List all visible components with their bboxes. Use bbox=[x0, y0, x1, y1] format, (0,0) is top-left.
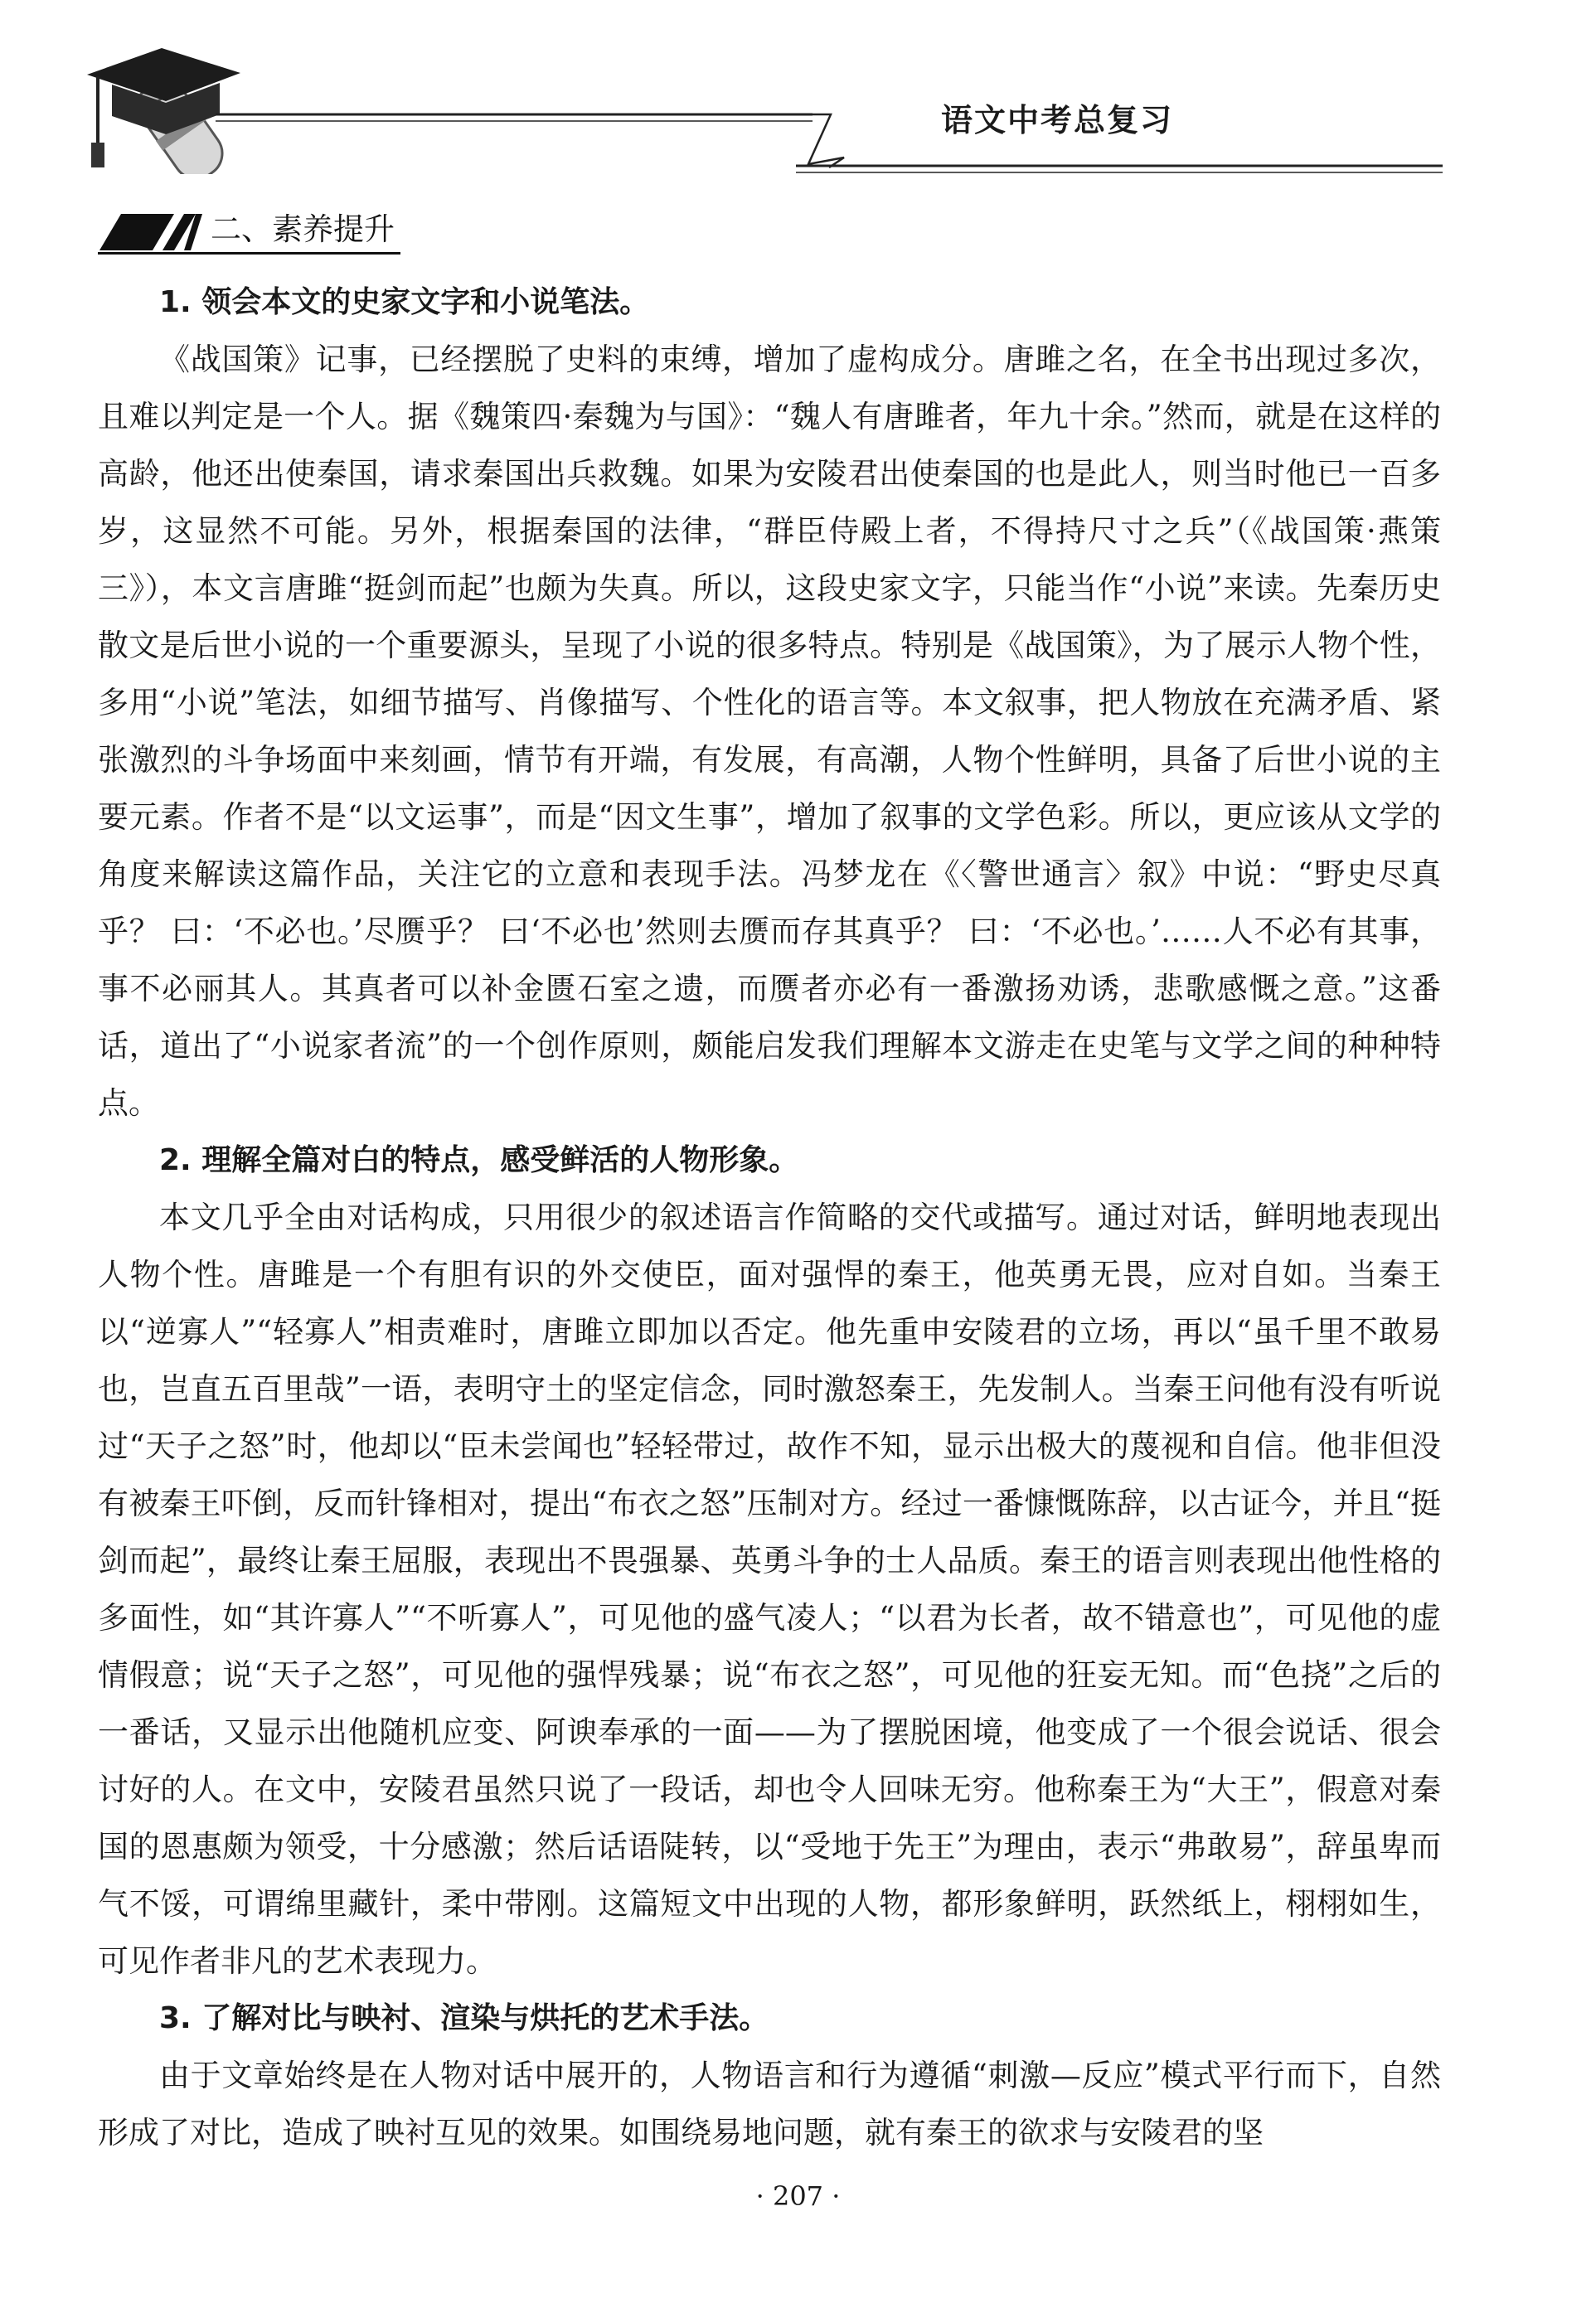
section-title: 二、素养提升 bbox=[211, 211, 395, 247]
item-paragraph-3: 由于文章始终是在人物对话中展开的，人物语言和行为遵循“刺激—反应”模式平行而下，自然形成了对比，造成了映衬互见的效果。如围绕易地问题，就有秦王的欲求与安陵君的坚 bbox=[98, 2058, 1441, 2151]
item-heading-2: 2. 理解全篇对白的特点，感受鲜活的人物形象。 bbox=[159, 1143, 799, 1177]
page-number: · 207 · bbox=[755, 2180, 841, 2212]
item-heading-3: 3. 了解对比与映衬、渲染与烘托的艺术手法。 bbox=[159, 2001, 769, 2035]
header-rule bbox=[216, 99, 1443, 182]
item-heading-1: 1. 领会本文的史家文字和小说笔法。 bbox=[159, 285, 650, 319]
section-underline bbox=[98, 252, 400, 255]
book-title: 语文中考总复习 bbox=[941, 101, 1174, 138]
item-paragraph-2: 本文几乎全由对话构成，只用很少的叙述语言作简略的交代或描写。通过对话，鲜明地表现出人物个性。唐雎是一个有胆有识的外交使臣，面对强悍的秦王，他英勇无畏，应对自如。当秦王以“逆寡人”“轻寡人”相责难时，唐雎立即加以否定。他先重申安陵君的立场，再以“虽千里不敢易也，岂直五百里哉”一语，表明守土的坚定信念，同时激怒秦王，先发制人。当秦王问他有没有听说过“天子之怒”时，他却以“臣未尝闻也”轻轻带过，故作不知，显示出极大的蔑视和自信。他非但没有被秦王吓倒，反而针锋相对，提出“布衣之怒”压制对方。经过一番慷慨陈辞，以古证今，并且“挺剑而起”，最终让秦王屈服，表现出不畏强暴、英勇斗争的士人品质。秦王的语言则表现出他性格的多面性，如“其许寡人”“不听寡人”，可见他的盛气凌人；“以君为长者，故不错意也”，可见他的虚情假意；说“天子之怒”，可见他的强悍残暴；说“布衣之怒”，可见他的狂妄无知。而“色挠”之后的一番话，又显示出他随机应变、阿谀奉承的一面——为了摆脱困境，他变成了一个很会说话、很会讨好的人。在文中，安陵君虽然只说了一段话，却也令人回味无穷。他称秦王为“大王”，假意对秦国的恩惠颇为领受，十分感激；然后话语陡转，以“受地于先王”为理由，表示“弗敢易”，辞虽卑而气不馁，可谓绵里藏针，柔中带刚。这篇短文中出现的人物，都形象鲜明，跃然纸上，栩栩如生，可见作者非凡的艺术表现力。 bbox=[98, 1200, 1441, 1979]
section-bars-icon bbox=[98, 209, 214, 255]
item-paragraph-1: 《战国策》记事，已经摆脱了史料的束缚，增加了虚构成分。唐雎之名，在全书出现过多次，且难以判定是一个人。据《魏策四·秦魏为与国》：“魏人有唐雎者，年九十余。”然而，就是在这样的高龄，他还出使秦国，请求秦国出兵救魏。如果为安陵君出使秦国的也是此人，则当时他已一百多岁，这显然不可能。另外，根据秦国的法律，“群臣侍殿上者，不得持尺寸之兵”（《战国策·燕策三》），本文言唐雎“挺剑而起”也颇为失真。所以，这段史家文字，只能当作“小说”来读。先秦历史散文是后世小说的一个重要源头，呈现了小说的很多特点。特别是《战国策》，为了展示人物个性，多用“小说”笔法，如细节描写、肖像描写、个性化的语言等。本文叙事，把人物放在充满矛盾、紧张激烈的斗争场面中来刻画，情节有开端，有发展，有高潮，人物个性鲜明，具备了后世小说的主要元素。作者不是“以文运事”，而是“因文生事”，增加了叙事的文学色彩。所以，更应该从文学的角度来解读这篇作品，关注它的立意和表现手法。冯梦龙在《〈警世通言〉叙》中说：“野史尽真乎？ 曰：‘不必也。’尽赝乎？ 曰‘不必也’然则去赝而存其真乎？ 曰：‘不必也。’……人不必有其事，事不必丽其人。其真者可以补金匮石室之遗，而赝者亦必有一番激扬劝诱，悲歌感慨之意。”这番话，道出了“小说家者流”的一个创作原则，颇能启发我们理解本文游走在史笔与文学之间的种种特点。 bbox=[98, 342, 1441, 1121]
section-header bbox=[98, 209, 413, 255]
article-body bbox=[98, 274, 1441, 2161]
